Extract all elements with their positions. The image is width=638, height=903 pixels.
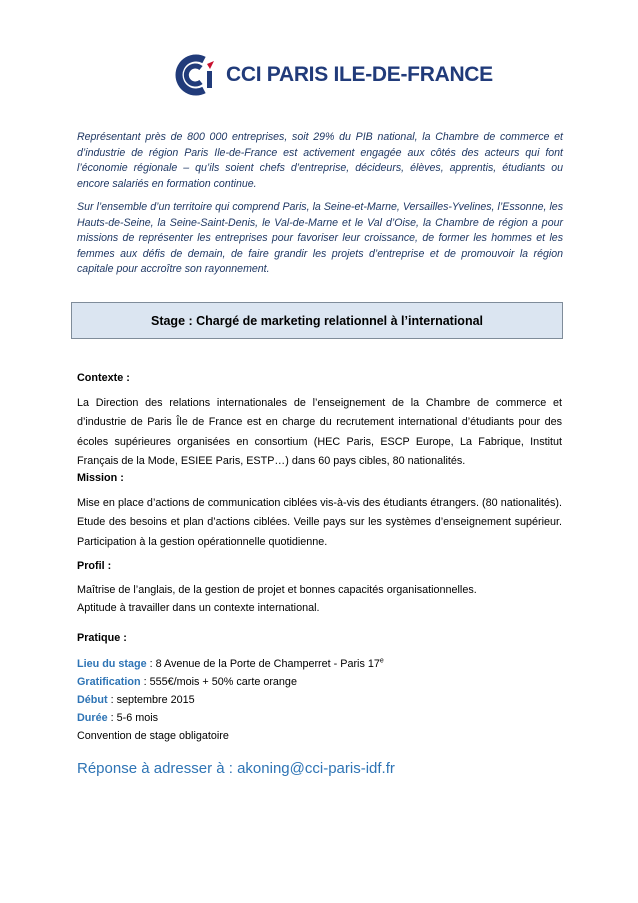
contexte-text: La Direction des relations internationales de l’enseignement de la Chambre de commerce et d’industrie de Paris Île de France est en charge du recrutement international d’étudiants pour des écoles supérieures organisées en consortium (HEC Paris, ESCP Europe, La Fabrique, Institut Français de la Mode, ESIEE Paris, ESTP…) dans 60 pays cibles, 80 nationalités.: [77, 397, 562, 468]
lieu-line: [77, 658, 384, 670]
gratification-label: Gratification: [77, 676, 141, 688]
job-title: Stage : Chargé de marketing relationnel à l’international: [150, 313, 484, 328]
duree-line: [77, 712, 158, 724]
cci-emblem-icon: [174, 52, 220, 98]
lieu-sup: e: [379, 657, 384, 665]
duree-value: : 5-6 mois: [107, 712, 159, 724]
intro-paragraph-1: Représentant près de 800 000 entreprises, soit 29% du PIB national, la Chambre de commerce et d’industrie de région Paris Ile-de-France est activement engagée aux côtés des acteurs qui font l’économie régionale – qu’ils soient chefs d’entreprise, décideurs, élèves, apprentis, étudiants ou encore salariés en formation continue.: [77, 131, 563, 190]
mission-text: Mise en place d’actions de communication ciblées vis-à-vis des étudiants étrangers. (80 nationalités). Etude des besoins et plan d’actions ciblées. Veille pays sur les systèmes d’enseignement supérieur. Participation à la gestion opérationnelle quotidienne.: [77, 497, 562, 548]
lieu-value: : 8 Avenue de la Porte de Champerret - Paris 17: [146, 658, 380, 670]
intro-paragraph-2: Sur l’ensemble d’un territoire qui comprend Paris, la Seine-et-Marne, Versailles-Yvelines, l’Essonne, les Hauts-de-Seine, la Seine-Saint-Denis, le Val-de-Marne et le Val d’Oise, la Chambre de région a pour missions de représenter les entreprises pour favoriser leur croissance, de former les hommes et les femmes aux défis de demain, de faire grandir les projets d’entreprise et de promouvoir la région capitale pour accroître son rayonnement.: [77, 201, 563, 276]
reply-contact[interactable]: Réponse à adresser à : akoning@cci-paris-idf.fr: [77, 760, 395, 777]
cci-logo: [174, 52, 493, 98]
profil-line-1: Maîtrise de l’anglais, de la gestion de projet et bonnes capacités organisationnelles.: [77, 584, 477, 596]
gratification-value: : 555€/mois + 50% carte orange: [140, 676, 297, 688]
debut-line: [77, 694, 195, 706]
duree-label: Durée: [77, 712, 108, 724]
gratification-line: [77, 676, 297, 688]
profil-line-2: Aptitude à travailler dans un contexte international.: [77, 602, 320, 614]
debut-label: Début: [77, 694, 108, 706]
contexte-heading: Contexte :: [77, 372, 130, 384]
pratique-heading: Pratique :: [77, 632, 127, 644]
profil-heading: Profil :: [77, 560, 112, 572]
lieu-label: Lieu du stage: [77, 658, 147, 670]
convention-line: Convention de stage obligatoire: [77, 730, 229, 742]
logo-text: CCI PARIS ILE-DE-FRANCE: [226, 63, 493, 86]
debut-value: : septembre 2015: [107, 694, 195, 706]
job-title-box: [71, 302, 563, 339]
mission-heading: Mission :: [77, 472, 124, 484]
